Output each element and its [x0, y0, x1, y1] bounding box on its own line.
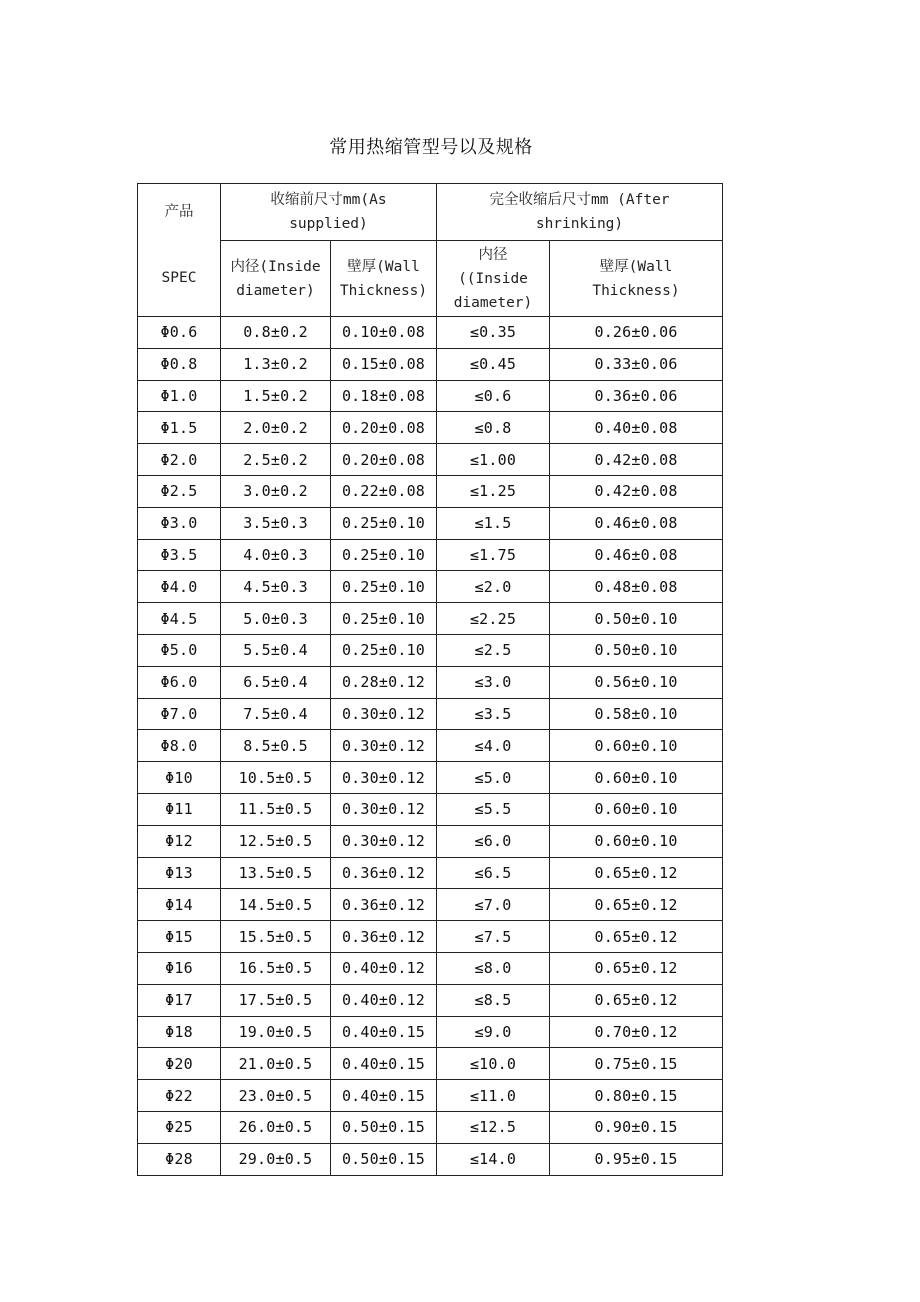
- wall-thickness-after-cell: 0.46±0.08: [550, 539, 723, 571]
- spec-cell: Φ12: [138, 825, 221, 857]
- table-row: [138, 603, 723, 635]
- inside-diameter-after-cell: ≤6.5: [437, 857, 550, 889]
- inside-diameter-before-cell: 1.3±0.2: [221, 348, 331, 380]
- table-row: [138, 475, 723, 507]
- header-inside-diameter-after-line-1: 内径: [478, 246, 508, 263]
- spec-cell: Φ20: [138, 1048, 221, 1080]
- header-after-shrinking-line-1: 完全收缩后尺寸mm (After: [489, 192, 670, 208]
- inside-diameter-before-cell: 7.5±0.4: [221, 698, 331, 730]
- inside-diameter-before-cell: 6.5±0.4: [221, 666, 331, 698]
- inside-diameter-before-cell: 26.0±0.5: [221, 1111, 331, 1143]
- table-row: [138, 952, 723, 984]
- wall-thickness-before-cell: 0.10±0.08: [331, 317, 437, 349]
- table-row: [138, 380, 723, 412]
- inside-diameter-before-cell: 2.5±0.2: [221, 444, 331, 476]
- wall-thickness-after-cell: 0.60±0.10: [550, 730, 723, 762]
- inside-diameter-before-cell: 12.5±0.5: [221, 825, 331, 857]
- header-inside-diameter-after-line-2: ((Inside: [458, 270, 528, 287]
- inside-diameter-after-cell: ≤4.0: [437, 730, 550, 762]
- spec-cell: Φ3.5: [138, 539, 221, 571]
- table-row: [138, 1080, 723, 1112]
- wall-thickness-before-cell: 0.20±0.08: [331, 444, 437, 476]
- table-row: [138, 889, 723, 921]
- wall-thickness-before-cell: 0.50±0.15: [331, 1111, 437, 1143]
- spec-cell: Φ13: [138, 857, 221, 889]
- table-row: [138, 793, 723, 825]
- spec-table: [137, 183, 723, 1176]
- wall-thickness-before-cell: 0.25±0.10: [331, 507, 437, 539]
- spec-cell: Φ7.0: [138, 698, 221, 730]
- inside-diameter-after-cell: ≤1.5: [437, 507, 550, 539]
- inside-diameter-after-cell: ≤0.45: [437, 348, 550, 380]
- wall-thickness-before-cell: 0.36±0.12: [331, 857, 437, 889]
- table-row: [138, 634, 723, 666]
- wall-thickness-after-cell: 0.26±0.06: [550, 317, 723, 349]
- table-row: [138, 921, 723, 953]
- wall-thickness-before-cell: 0.20±0.08: [331, 412, 437, 444]
- spec-cell: Φ14: [138, 889, 221, 921]
- wall-thickness-after-cell: 0.50±0.10: [550, 603, 723, 635]
- table-row: [138, 762, 723, 794]
- wall-thickness-before-cell: 0.25±0.10: [331, 634, 437, 666]
- header-as-supplied-line-2: supplied): [289, 216, 368, 232]
- spec-cell: Φ4.0: [138, 571, 221, 603]
- inside-diameter-before-cell: 1.5±0.2: [221, 380, 331, 412]
- inside-diameter-after-cell: ≤7.5: [437, 921, 550, 953]
- header-wall-thickness-after-line-2: Thickness): [592, 282, 680, 299]
- spec-cell: Φ28: [138, 1143, 221, 1175]
- spec-cell: Φ17: [138, 984, 221, 1016]
- table-row: [138, 1111, 723, 1143]
- wall-thickness-before-cell: 0.30±0.12: [331, 825, 437, 857]
- wall-thickness-after-cell: 0.56±0.10: [550, 666, 723, 698]
- wall-thickness-after-cell: 0.36±0.06: [550, 380, 723, 412]
- header-inside-diameter-before-line-2: diameter): [236, 282, 315, 299]
- header-spec: [138, 241, 221, 317]
- wall-thickness-after-cell: 0.65±0.12: [550, 984, 723, 1016]
- inside-diameter-before-cell: 3.5±0.3: [221, 507, 331, 539]
- table-row: [138, 348, 723, 380]
- inside-diameter-after-cell: ≤11.0: [437, 1080, 550, 1112]
- inside-diameter-after-cell: ≤8.5: [437, 984, 550, 1016]
- inside-diameter-before-cell: 23.0±0.5: [221, 1080, 331, 1112]
- spec-cell: Φ16: [138, 952, 221, 984]
- header-after-shrinking-line-2: shrinking): [535, 216, 624, 232]
- wall-thickness-after-cell: 0.48±0.08: [550, 571, 723, 603]
- inside-diameter-after-cell: ≤1.75: [437, 539, 550, 571]
- header-after-shrinking: [437, 184, 723, 241]
- table-row: [138, 857, 723, 889]
- spec-cell: Φ1.0: [138, 380, 221, 412]
- inside-diameter-after-cell: ≤14.0: [437, 1143, 550, 1175]
- spec-cell: Φ15: [138, 921, 221, 953]
- wall-thickness-after-cell: 0.65±0.12: [550, 889, 723, 921]
- inside-diameter-before-cell: 21.0±0.5: [221, 1048, 331, 1080]
- header-as-supplied: [221, 184, 437, 241]
- wall-thickness-after-cell: 0.50±0.10: [550, 634, 723, 666]
- table-row: [138, 1016, 723, 1048]
- inside-diameter-before-cell: 4.5±0.3: [221, 571, 331, 603]
- inside-diameter-before-cell: 13.5±0.5: [221, 857, 331, 889]
- wall-thickness-before-cell: 0.25±0.10: [331, 603, 437, 635]
- wall-thickness-before-cell: 0.36±0.12: [331, 921, 437, 953]
- wall-thickness-before-cell: 0.30±0.12: [331, 762, 437, 794]
- spec-rows: [138, 317, 723, 1176]
- wall-thickness-after-cell: 0.60±0.10: [550, 793, 723, 825]
- spec-cell: Φ5.0: [138, 634, 221, 666]
- wall-thickness-before-cell: 0.30±0.12: [331, 698, 437, 730]
- wall-thickness-before-cell: 0.40±0.12: [331, 984, 437, 1016]
- header-wall-thickness-before: [331, 241, 437, 317]
- inside-diameter-after-cell: ≤5.5: [437, 793, 550, 825]
- wall-thickness-before-cell: 0.30±0.12: [331, 793, 437, 825]
- inside-diameter-after-cell: ≤7.0: [437, 889, 550, 921]
- wall-thickness-before-cell: 0.25±0.10: [331, 539, 437, 571]
- spec-cell: Φ1.5: [138, 412, 221, 444]
- inside-diameter-before-cell: 29.0±0.5: [221, 1143, 331, 1175]
- inside-diameter-after-cell: ≤0.8: [437, 412, 550, 444]
- inside-diameter-before-cell: 5.5±0.4: [221, 634, 331, 666]
- header-wall-thickness-before-line-1: 壁厚(Wall: [347, 258, 420, 275]
- inside-diameter-after-cell: ≤3.0: [437, 666, 550, 698]
- inside-diameter-after-cell: ≤1.00: [437, 444, 550, 476]
- wall-thickness-after-cell: 0.65±0.12: [550, 857, 723, 889]
- wall-thickness-after-cell: 0.65±0.12: [550, 921, 723, 953]
- inside-diameter-after-cell: ≤2.0: [437, 571, 550, 603]
- header-wall-thickness-after: [550, 241, 723, 317]
- inside-diameter-after-cell: ≤3.5: [437, 698, 550, 730]
- header-wall-thickness-after-line-1: 壁厚(Wall: [599, 258, 673, 275]
- table-row: [138, 1143, 723, 1175]
- inside-diameter-after-cell: ≤5.0: [437, 762, 550, 794]
- wall-thickness-after-cell: 0.65±0.12: [550, 952, 723, 984]
- table-row: [138, 444, 723, 476]
- wall-thickness-after-cell: 0.60±0.10: [550, 762, 723, 794]
- wall-thickness-after-cell: 0.80±0.15: [550, 1080, 723, 1112]
- inside-diameter-before-cell: 2.0±0.2: [221, 412, 331, 444]
- spec-cell: Φ2.5: [138, 475, 221, 507]
- inside-diameter-after-cell: ≤8.0: [437, 952, 550, 984]
- spec-cell: Φ4.5: [138, 603, 221, 635]
- inside-diameter-before-cell: 11.5±0.5: [221, 793, 331, 825]
- header-product-label: 产品: [164, 204, 194, 221]
- inside-diameter-before-cell: 14.5±0.5: [221, 889, 331, 921]
- inside-diameter-after-cell: ≤12.5: [437, 1111, 550, 1143]
- table-row: [138, 698, 723, 730]
- spec-cell: Φ22: [138, 1080, 221, 1112]
- table-row: [138, 730, 723, 762]
- spec-cell: Φ3.0: [138, 507, 221, 539]
- header-inside-diameter-after-line-3: diameter): [453, 294, 533, 311]
- inside-diameter-before-cell: 15.5±0.5: [221, 921, 331, 953]
- wall-thickness-before-cell: 0.15±0.08: [331, 348, 437, 380]
- wall-thickness-after-cell: 0.42±0.08: [550, 475, 723, 507]
- wall-thickness-after-cell: 0.40±0.08: [550, 412, 723, 444]
- table-row: [138, 507, 723, 539]
- wall-thickness-before-cell: 0.50±0.15: [331, 1143, 437, 1175]
- wall-thickness-after-cell: 0.90±0.15: [550, 1111, 723, 1143]
- wall-thickness-before-cell: 0.40±0.15: [331, 1080, 437, 1112]
- table-row: [138, 1048, 723, 1080]
- inside-diameter-after-cell: ≤0.6: [437, 380, 550, 412]
- spec-cell: Φ25: [138, 1111, 221, 1143]
- wall-thickness-before-cell: 0.40±0.15: [331, 1016, 437, 1048]
- spec-cell: Φ2.0: [138, 444, 221, 476]
- inside-diameter-before-cell: 10.5±0.5: [221, 762, 331, 794]
- header-inside-diameter-before: [221, 241, 331, 317]
- inside-diameter-after-cell: ≤9.0: [437, 1016, 550, 1048]
- wall-thickness-before-cell: 0.22±0.08: [331, 475, 437, 507]
- wall-thickness-after-cell: 0.58±0.10: [550, 698, 723, 730]
- wall-thickness-before-cell: 0.40±0.15: [331, 1048, 437, 1080]
- inside-diameter-before-cell: 0.8±0.2: [221, 317, 331, 349]
- table-row: [138, 825, 723, 857]
- header-inside-diameter-before-line-1: 内径(Inside: [230, 258, 321, 275]
- wall-thickness-before-cell: 0.40±0.12: [331, 952, 437, 984]
- wall-thickness-after-cell: 0.60±0.10: [550, 825, 723, 857]
- table-row: [138, 666, 723, 698]
- inside-diameter-before-cell: 16.5±0.5: [221, 952, 331, 984]
- table-row: [138, 539, 723, 571]
- inside-diameter-before-cell: 3.0±0.2: [221, 475, 331, 507]
- inside-diameter-before-cell: 8.5±0.5: [221, 730, 331, 762]
- table-row: [138, 317, 723, 349]
- inside-diameter-after-cell: ≤6.0: [437, 825, 550, 857]
- inside-diameter-after-cell: ≤10.0: [437, 1048, 550, 1080]
- inside-diameter-after-cell: ≤0.35: [437, 317, 550, 349]
- inside-diameter-before-cell: 5.0±0.3: [221, 603, 331, 635]
- inside-diameter-before-cell: 19.0±0.5: [221, 1016, 331, 1048]
- table-row: [138, 412, 723, 444]
- spec-cell: Φ0.6: [138, 317, 221, 349]
- spec-cell: Φ10: [138, 762, 221, 794]
- table-row: [138, 571, 723, 603]
- header-product: [138, 184, 221, 241]
- wall-thickness-after-cell: 0.46±0.08: [550, 507, 723, 539]
- wall-thickness-before-cell: 0.28±0.12: [331, 666, 437, 698]
- header-wall-thickness-before-line-2: Thickness): [339, 282, 428, 299]
- wall-thickness-after-cell: 0.75±0.15: [550, 1048, 723, 1080]
- inside-diameter-before-cell: 4.0±0.3: [221, 539, 331, 571]
- wall-thickness-after-cell: 0.33±0.06: [550, 348, 723, 380]
- spec-cell: Φ18: [138, 1016, 221, 1048]
- spec-cell: Φ11: [138, 793, 221, 825]
- header-as-supplied-line-1: 收缩前尺寸mm(As: [270, 192, 387, 208]
- wall-thickness-after-cell: 0.95±0.15: [550, 1143, 723, 1175]
- spec-cell: Φ8.0: [138, 730, 221, 762]
- spec-cell: Φ0.8: [138, 348, 221, 380]
- wall-thickness-after-cell: 0.42±0.08: [550, 444, 723, 476]
- wall-thickness-before-cell: 0.18±0.08: [331, 380, 437, 412]
- inside-diameter-before-cell: 17.5±0.5: [221, 984, 331, 1016]
- wall-thickness-before-cell: 0.25±0.10: [331, 571, 437, 603]
- header-inside-diameter-after: [437, 241, 550, 317]
- inside-diameter-after-cell: ≤2.5: [437, 634, 550, 666]
- header-spec-label: SPEC: [161, 270, 197, 287]
- wall-thickness-before-cell: 0.36±0.12: [331, 889, 437, 921]
- inside-diameter-after-cell: ≤2.25: [437, 603, 550, 635]
- page-title: 常用热缩管型号以及规格: [329, 137, 533, 158]
- table-row: [138, 984, 723, 1016]
- wall-thickness-before-cell: 0.30±0.12: [331, 730, 437, 762]
- wall-thickness-after-cell: 0.70±0.12: [550, 1016, 723, 1048]
- inside-diameter-after-cell: ≤1.25: [437, 475, 550, 507]
- spec-cell: Φ6.0: [138, 666, 221, 698]
